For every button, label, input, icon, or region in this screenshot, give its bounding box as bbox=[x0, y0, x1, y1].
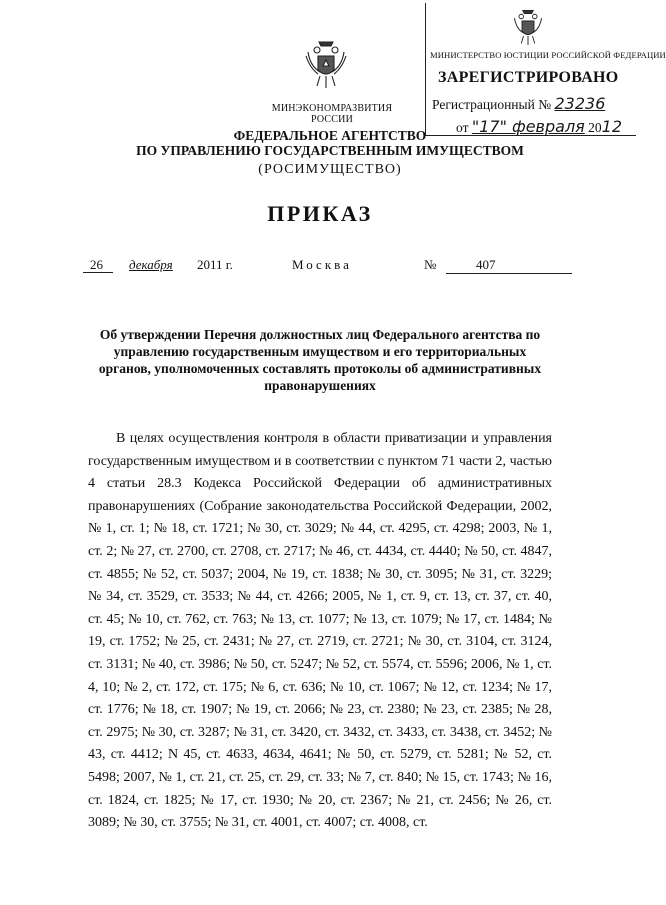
body-paragraph: В целях осуществления контроля в области приватизации и управления государственным имуществом и в соответствии с пунктом 71 части 2, частью 4 статьи 28.3 Кодекса Российской Федерации об административных правонарушениях (Собрание законодательства Российской Федерации, 2002, № 1, ст. 1; № 18, ст. 1721; № 30, ст. 3029; № 44, ст. 4295, ст. 4298; 2003, № 1, ст. 2; № 27, ст. 2700, ст. 2708, ст. 2717; № 46, ст. 4434, ст. 4440; № 50, ст. 4847, ст. 4855; № 52, ст. 5037; 2004, № 19, ст. 1838; № 30, ст. 3095; № 31, ст. 3229; № 34, ст. 3529, ст. 3533; № 44, ст. 4266; 2005, № 1, ст. 9, ст. 13, ст. 37, ст. 40, ст. 45; № 10, ст. 762, ст. 763; № 13, ст. 1077; № 13, ст. 1079; № 17, ст. 1484; № 19, ст. 1752; № 25, ст. 2431; № 27, ст. 2719, ст. 2721; № 30, ст. 3104, ст. 3124, ст. 3131; № 40, ст. 3986; № 50, ст. 5247; № 52, ст. 5574, ст. 5596; 2006, № 1, ст. 4, 10; № 2, ст. 172, ст. 175; № 6, ст. 636; № 10, ст. 1067; № 12, ст. 1234; № 17, ст. 1776; № 18, ст. 1907; № 19, ст. 2066; № 23, ст. 2380; № 23, ст. 2385; № 28, ст. 2975; № 30, ст. 3287; № 31, ст. 3420, ст. 3432, ст. 3433, ст. 3438, ст. 3452; № 43, ст. 4412; N 45, ст. 4633, 4634, 4641; № 50, ст. 5279, ст. 5281; № 52, ст. 5498; 2007, № 1, ст. 21, ст. 25, ст. 29, ст. 33; № 7, ст. 840; № 15, ст. 1743; № 16, ст. 1824, ст. 1825; № 17, ст. 1930; № 20, ст. 2367; № 21, ст. 2456; № 26, ст. 3089; № 30, ст. 3755; № 31, ст. 4001, ст. 4007; ст. 4008, ст. bbox=[88, 431, 552, 831]
order-city: Москва bbox=[292, 257, 352, 272]
agency-name-line2: ПО УПРАВЛЕНИЮ ГОСУДАРСТВЕННЫМ ИМУЩЕСТВОМ bbox=[136, 143, 524, 158]
order-day-underline bbox=[83, 272, 113, 273]
stamp-registration-number: 23236 bbox=[554, 94, 606, 113]
stamp-registration-label: Регистрационный № bbox=[432, 97, 552, 112]
order-body bbox=[88, 428, 552, 835]
coat-of-arms-icon bbox=[304, 36, 348, 92]
order-subject: Об утверждении Перечня должностных лиц Федерального агентства по управлению государственным имуществом и его территориальных органов, уполномоченных составлять протоколы об административных правонарушениях bbox=[98, 327, 542, 393]
stamp-date-line bbox=[456, 117, 622, 136]
stamp-year-printed: 20 bbox=[588, 120, 602, 135]
stamp-registered-title: ЗАРЕГИСТРИРОВАНО bbox=[438, 69, 619, 86]
stamp-registration-line bbox=[432, 94, 605, 113]
stamp-year-handwritten: 12 bbox=[601, 117, 623, 136]
order-number-label: № bbox=[424, 257, 437, 272]
agency-name-line1: ФЕДЕРАЛЬНОЕ АГЕНТСТВО bbox=[233, 128, 427, 143]
agency-short-name: (РОСИМУЩЕСТВО) bbox=[258, 162, 402, 177]
document-type-title: ПРИКАЗ bbox=[267, 201, 373, 226]
stamp-ministry-name: МИНИСТЕРСТВО ЮСТИЦИИ РОССИЙСКОЙ ФЕДЕРАЦИИ bbox=[430, 50, 666, 60]
ministry-name: МИНЭКОНОМРАЗВИТИЯ РОССИИ bbox=[271, 103, 393, 125]
order-day: 26 bbox=[90, 257, 103, 272]
stamp-coat-of-arms-icon bbox=[510, 6, 546, 48]
registration-stamp bbox=[425, 3, 666, 136]
order-year: 2011 г. bbox=[197, 257, 233, 272]
stamp-date-handwritten: "17" февраля bbox=[471, 117, 585, 136]
order-month: декабря bbox=[129, 257, 173, 272]
stamp-date-prefix: от bbox=[456, 120, 469, 135]
order-number: 407 bbox=[446, 257, 572, 274]
